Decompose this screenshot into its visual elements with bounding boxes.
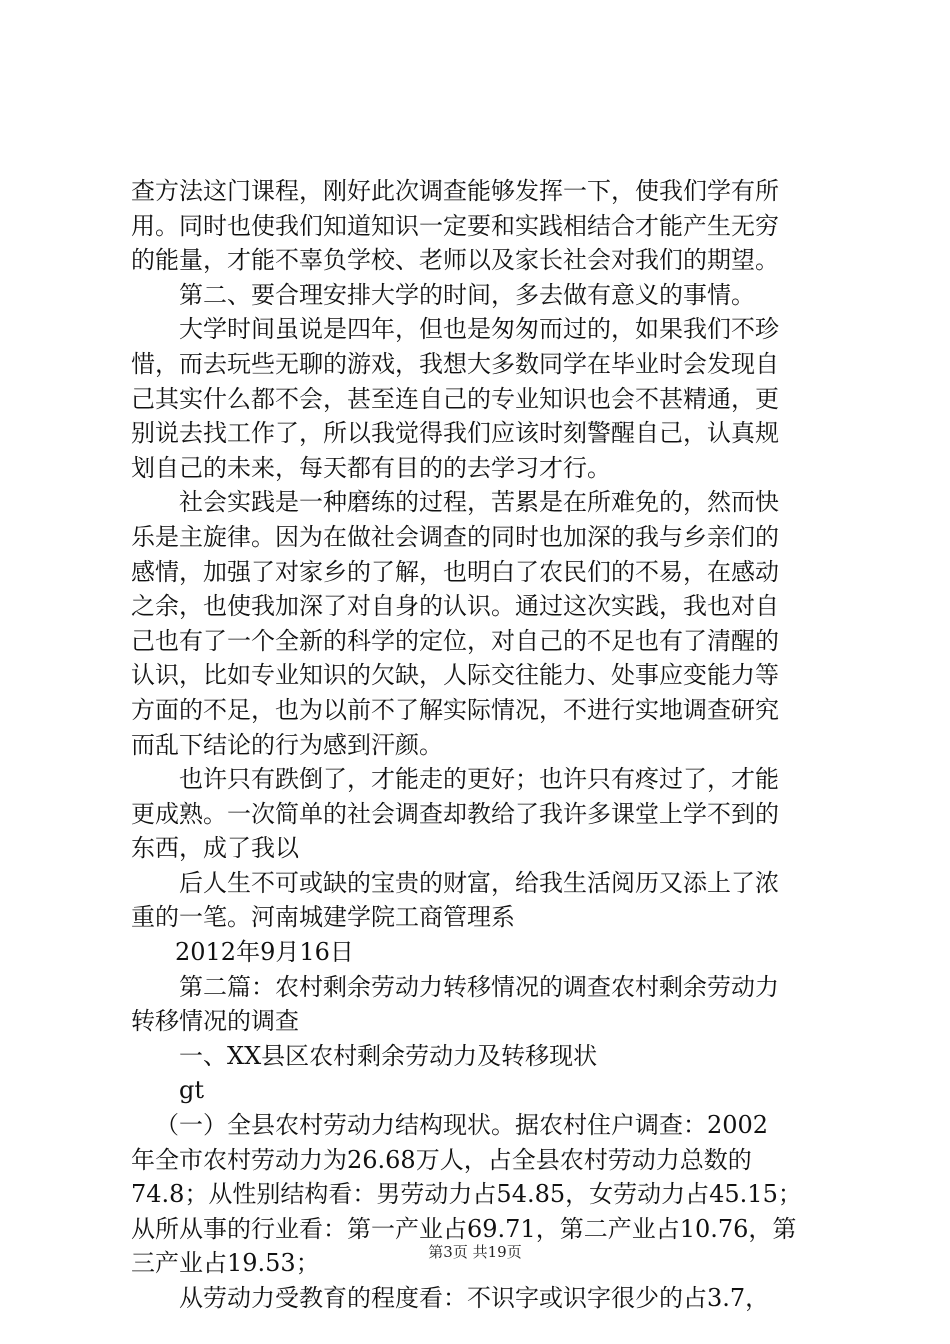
page-number-footer: 第3页 共19页: [428, 1243, 522, 1261]
text-line: 东西，成了我以: [131, 834, 299, 863]
text-line: 而乱下结论的行为感到汗颜。: [131, 730, 443, 759]
text-line: 三产业占19.53；: [131, 1249, 320, 1278]
text-line: 也许只有跌倒了，才能走的更好；也许只有疼过了，才能: [179, 765, 779, 794]
document-body: [131, 174, 831, 1316]
text-line: 用。同时也使我们知道知识一定要和实践相结合才能产生无穷: [131, 211, 779, 240]
text-line: 更成熟。一次简单的社会调查却教给了我许多课堂上学不到的: [131, 799, 779, 828]
text-line: 惜，而去玩些无聊的游戏，我想大多数同学在毕业时会发现自: [131, 349, 779, 378]
date-line: 2012年9月16日: [175, 938, 354, 967]
text-line: 第二、要合理安排大学的时间，多去做有意义的事情。: [179, 280, 755, 309]
text-line: 方面的不足，也为以前不了解实际情况，不进行实地调查研究: [131, 695, 779, 724]
text-line: 之余，也使我加深了对自身的认识。通过这次实践，我也对自: [131, 592, 779, 621]
text-line: 74.8；从性别结构看：男劳动力占54.85，女劳动力占45.15；: [131, 1180, 802, 1209]
section-title-line: 转移情况的调查: [131, 1007, 299, 1036]
text-line: 的能量，才能不辜负学校、老师以及家长社会对我们的期望。: [131, 246, 779, 275]
text-line: 从所从事的行业看：第一产业占69.71，第二产业占10.76，第: [131, 1214, 797, 1243]
text-line: 重的一笔。河南城建学院工商管理系: [131, 903, 515, 932]
text-line: 年全市农村劳动力为26.68万人，占全县农村劳动力总数的: [131, 1145, 752, 1174]
heading-line: 一、XX县区农村剩余劳动力及转移现状: [179, 1041, 598, 1070]
text-line: 从劳动力受教育的程度看：不识字或识字很少的占3.7，: [179, 1284, 770, 1312]
text-line: 己其实什么都不会，甚至连自己的专业知识也会不甚精通，更: [131, 384, 779, 413]
text-line: 社会实践是一种磨练的过程，苦累是在所难免的，然而快: [179, 488, 779, 517]
section-title-line: 第二篇：农村剩余劳动力转移情况的调查农村剩余劳动力: [179, 972, 779, 1001]
text-line: 己也有了一个全新的科学的定位，对自己的不足也有了清醒的: [131, 626, 779, 655]
text-line: 后人生不可或缺的宝贵的财富，给我生活阅历又添上了浓: [179, 868, 779, 897]
text-line: 划自己的未来，每天都有目的的去学习才行。: [131, 453, 611, 482]
text-line: 查方法这门课程，刚好此次调查能够发挥一下，使我们学有所: [131, 177, 779, 205]
text-line: 认识，比如专业知识的欠缺，人际交往能力、处事应变能力等: [131, 661, 779, 690]
text-line: 大学时间虽说是四年，但也是匆匆而过的，如果我们不珍: [179, 315, 779, 344]
text-line: 感情，加强了对家乡的了解，也明白了农民们的不易，在感动: [131, 557, 779, 586]
text-line: gt: [179, 1076, 205, 1105]
text-line: 乐是主旋律。因为在做社会调查的同时也加深的我与乡亲们的: [131, 522, 779, 551]
text-line: 别说去找工作了，所以我觉得我们应该时刻警醒自己，认真规: [131, 419, 779, 448]
text-line: （一）全县农村劳动力结构现状。据农村住户调查：2002: [155, 1111, 769, 1140]
